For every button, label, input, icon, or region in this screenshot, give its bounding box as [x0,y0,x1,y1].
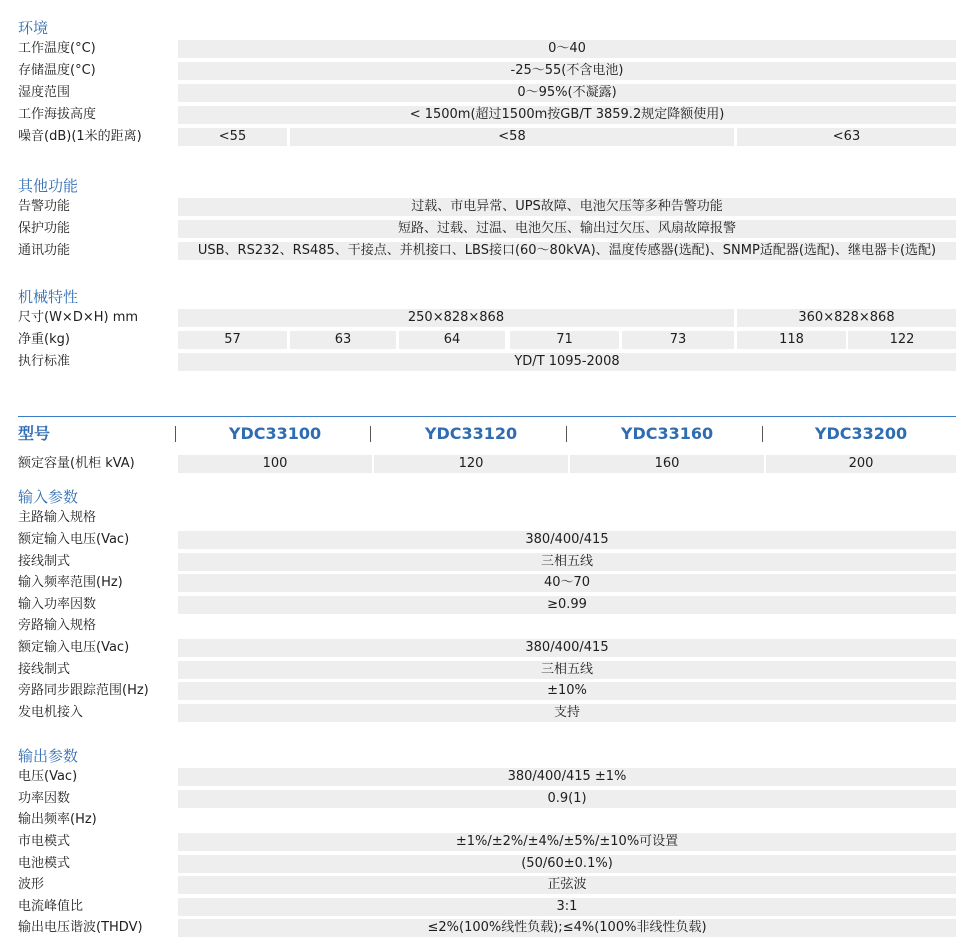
section-title-output: 输出参数 [18,747,79,765]
spec-row [18,198,956,216]
spec-label: 告警功能 [18,199,71,214]
spec-value: 360×828×868 [737,309,956,327]
spec-label: 保护功能 [18,221,71,236]
spec-value: 160 [570,455,764,473]
spec-value: 250×828×868 [178,309,734,327]
spec-value: 100 [178,455,372,473]
spec-row [18,220,956,238]
spec-row [18,855,956,873]
spec-label: 通讯功能 [18,243,71,258]
spec-label: 功率因数 [18,790,71,806]
spec-value: 380/400/415 ±1% [178,768,956,786]
spec-value: 短路、过载、过温、电池欠压、输出过欠压、风扇故障报警 [178,220,956,238]
spec-value: ≤2%(100%线性负载);≤4%(100%非线性负载) [178,919,956,937]
spec-row [18,704,956,722]
spec-row [18,574,956,592]
spec-value: 0～40 [178,40,956,58]
spec-value: 380/400/415 [178,639,956,657]
spec-row [18,62,956,80]
spec-row [18,242,956,260]
spec-row [18,768,956,786]
spec-value: USB、RS232、RS485、干接点、并机接口、LBS接口(60～80kVA)、温度传感器(选配)、SNMP适配器(选配)、继电器卡(选配) [178,242,956,260]
spec-value: 0～95%(不凝露) [178,84,956,102]
spec-row [18,811,956,829]
spec-value: 三相五线 [178,553,956,571]
spec-row [18,596,956,614]
spec-value: <58 [290,128,734,146]
spec-label: 接线制式 [18,553,71,569]
spec-row [18,531,956,549]
spec-value: 122 [848,331,956,349]
column-divider [175,426,176,442]
spec-label: 发电机接入 [18,704,84,720]
column-divider [370,426,371,442]
spec-value: 200 [766,455,956,473]
spec-row [18,682,956,700]
spec-label: 额定容量(机柜 kVA) [18,456,135,471]
spec-row [18,876,956,894]
spec-label: 旁路同步跟踪范围(Hz) [18,683,149,698]
model-name: YDC33160 [620,424,714,443]
spec-value: <55 [178,128,287,146]
spec-value: (50/60±0.1%) [178,855,956,873]
spec-label: 电压(Vac) [18,769,78,784]
spec-label: 接线制式 [18,661,71,677]
spec-value: 64 [399,331,505,349]
spec-label: 波形 [18,877,45,892]
spec-label: 存储温度(°C) [18,63,96,78]
spec-value: < 1500m(超过1500m按GB/T 3859.2规定降额使用) [178,106,956,124]
spec-value: 3:1 [178,898,956,916]
spec-value: 40～70 [178,574,956,592]
spec-row [18,353,956,371]
spec-value: ±10% [178,682,956,700]
spec-value: 过载、市电异常、UPS故障、电池欠压等多种告警功能 [178,198,956,216]
spec-row [18,331,956,349]
spec-value: 63 [290,331,396,349]
spec-label: 输入频率范围(Hz) [18,575,123,590]
spec-value: ±1%/±2%/±4%/±5%/±10%可设置 [178,833,956,851]
spec-value: 120 [374,455,568,473]
model-header-row [18,424,956,444]
spec-row [18,617,956,635]
spec-row [18,40,956,58]
spec-value: 71 [510,331,619,349]
model-name: YDC33200 [814,424,908,443]
bypass-input-subheading: 旁路输入规格 [18,618,97,633]
spec-label: 工作海拔高度 [18,107,97,122]
section-title-input: 输入参数 [18,488,79,506]
spec-value: YD/T 1095-2008 [178,353,956,371]
spec-label: 市电模式 [18,834,71,849]
output-frequency-subheading: 输出频率(Hz) [18,812,97,827]
spec-row [18,84,956,102]
spec-row [18,106,956,124]
spec-row [18,128,956,146]
spec-value: 57 [178,331,287,349]
spec-label: 净重(kg) [18,332,70,347]
spec-label: 电流峰值比 [18,898,84,914]
spec-row [18,309,956,327]
spec-label: 工作温度(°C) [18,41,96,56]
model-name: YDC33100 [228,424,322,443]
column-divider [762,426,763,442]
spec-label: 输出电压谐波(THDV) [18,920,143,935]
spec-label: 湿度范围 [18,85,71,100]
spec-value: 支持 [178,704,956,722]
spec-row [18,919,956,937]
spec-value: 73 [622,331,734,349]
spec-label: 尺寸(W×D×H) mm [18,310,139,325]
spec-value: 正弦波 [178,876,956,894]
model-name: YDC33120 [424,424,518,443]
spec-label: 电池模式 [18,855,71,871]
spec-label: 噪音(dB)(1米的距离) [18,129,142,144]
spec-row [18,509,956,527]
spec-value: ≥0.99 [178,596,956,614]
spec-label: 执行标准 [18,354,71,369]
model-label: 型号 [18,424,51,443]
spec-value: 0.9(1) [178,790,956,808]
main-input-subheading: 主路输入规格 [18,510,97,525]
spec-row [18,898,956,916]
spec-row [18,790,956,808]
spec-value: 380/400/415 [178,531,956,549]
spec-row [18,833,956,851]
spec-row [18,639,956,657]
section-title-environment: 环境 [18,19,49,37]
spec-row [18,661,956,679]
spec-value: <63 [737,128,956,146]
spec-row [18,455,956,473]
section-title-mechanical: 机械特性 [18,288,79,306]
spec-value: 三相五线 [178,661,956,679]
section-title-other-functions: 其他功能 [18,177,79,195]
column-divider [566,426,567,442]
spec-value: 118 [737,331,846,349]
spec-row [18,553,956,571]
spec-value: -25～55(不含电池) [178,62,956,80]
spec-label: 输入功率因数 [18,596,97,612]
spec-label: 额定输入电压(Vac) [18,640,130,655]
section-divider [18,416,956,417]
spec-label: 额定输入电压(Vac) [18,532,130,547]
